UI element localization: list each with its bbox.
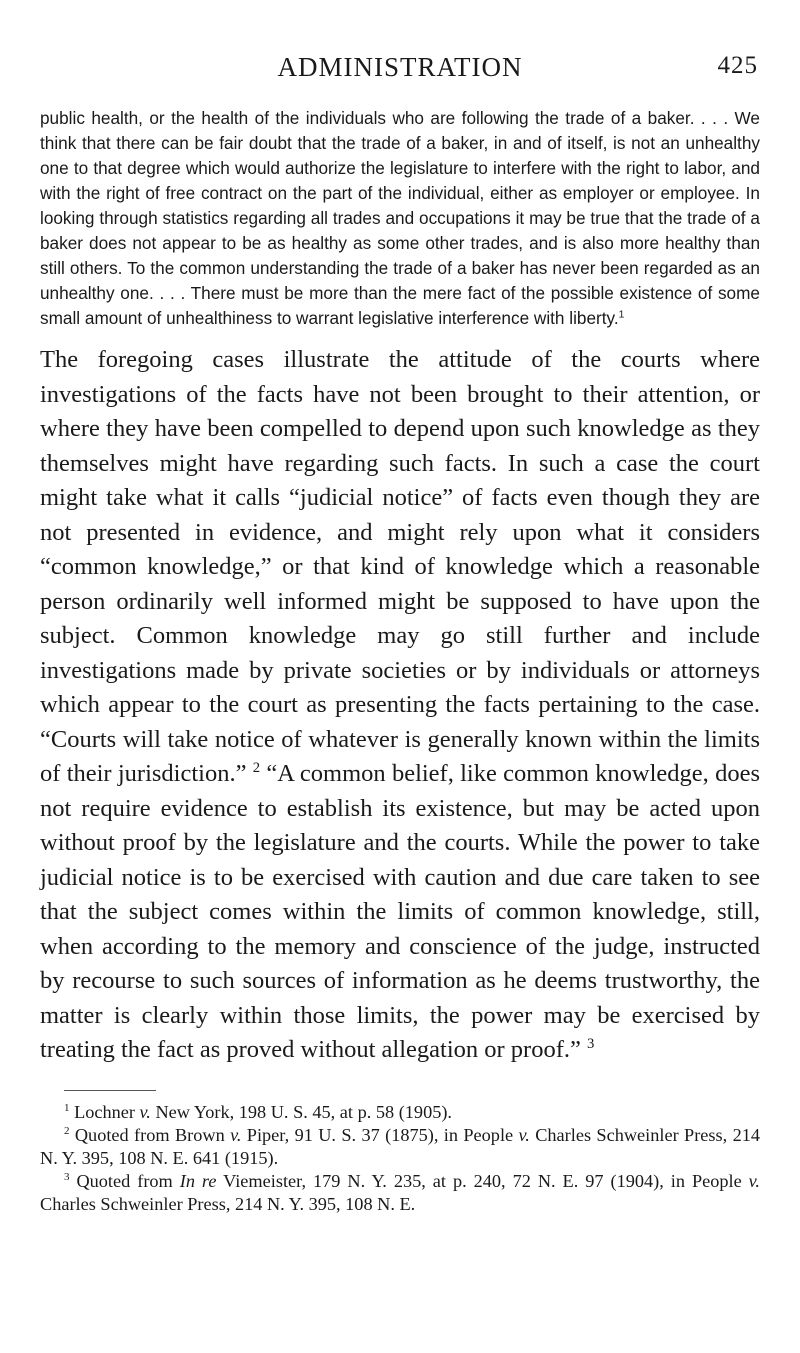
block-quote-text: public health, or the health of the individuals who are following the trade of a baker. . . . We think that there can be fair doubt that the trade of a baker, in and of itself, is not an unhealthy one to that degree which would authorize the legislature to interfere with the right to labor, and with the right of free contract on the part of the individual, either as employer or employee. In looking through statistics regarding all trades and occupations it may be true that the trade of a baker does not appear to be as healthy as some other trades, and is also more healthy than still others. To the common understanding the trade of a baker has never been regarded as an unhealthy one. . . . There must be more than the mere fact of the possible existence of some small amount of unhealthiness to warrant legislative interference with liberty. xyxy=(40,108,760,328)
footnote-divider xyxy=(64,1090,156,1091)
footnote-text: Piper, 91 U. S. 37 (1875), in People xyxy=(241,1124,519,1145)
footnotes xyxy=(40,1101,760,1216)
running-head xyxy=(40,52,760,92)
footnote-3 xyxy=(40,1170,760,1216)
footnote-text-italic: v. xyxy=(748,1170,760,1191)
footnote-text: Charles Schweinler Press, 214 N. Y. 395, 108 N. E. 641 (1915). xyxy=(40,1124,760,1168)
footnote-ref-3: 3 xyxy=(586,1035,595,1052)
footnote-2 xyxy=(40,1124,760,1170)
body-text-part-2: “A common belief, like common knowledge, does not require evidence to establish its existence, but may be acted upon without proof by the legislature and the courts. While the power to take judicial notice is to be exercised with caution and due care taken to see that the subject comes within the limits of common knowledge, still, when according to the memory and conscience of the judge, instructed by recourse to such sources of information as he deems trustworthy, the matter is clearly within those limits, the power may be exercised by treating the fact as proved without allegation or proof.” xyxy=(40,760,760,1063)
footnote-text: New York, 198 U. S. 45, at p. 58 (1905). xyxy=(150,1101,453,1122)
footnote-marker: 1 xyxy=(64,1101,70,1114)
footnote-marker: 3 xyxy=(64,1170,70,1183)
footnote-text: Quoted from Brown xyxy=(74,1124,231,1145)
footnote-ref-2: 2 xyxy=(252,759,261,776)
book-page xyxy=(40,0,760,1216)
footnote-text-italic: v. xyxy=(139,1101,151,1122)
block-quote xyxy=(40,106,760,331)
footnote-text-italic: In re xyxy=(179,1170,217,1191)
footnote-marker: 2 xyxy=(64,1124,70,1137)
footnote-text: Quoted from xyxy=(76,1170,180,1191)
footnote-text: Lochner xyxy=(74,1101,140,1122)
body-text-part-1: The foregoing cases illustrate the attitude of the courts where investigations of the facts have not been brought to their attention, or where they have been compelled to depend upon such knowledge as they themselves might have regarding such facts. In such a case the court might take what it calls “judicial notice” of facts even though they are not presented in evidence, and might rely upon what it considers “common knowledge,” or that kind of knowledge which a reasonable person ordinarily well informed might be supposed to have upon the subject. Common knowledge may go still further and include investigations made by private societies or by individuals or attorneys which appear to the court as presenting the facts pertaining to the case. “Courts will take notice of whatever is generally known within the limits of their jurisdiction.” xyxy=(40,346,760,787)
footnote-ref-1: 1 xyxy=(618,309,625,321)
footnote-text-italic: v. xyxy=(230,1124,242,1145)
running-head-title: ADMINISTRATION xyxy=(277,52,523,82)
footnote-text: Viemeister, 179 N. Y. 235, at p. 240, 72 N. E. 97 (1904), in People xyxy=(216,1170,749,1191)
footnote-1 xyxy=(40,1101,760,1124)
footnote-text: Charles Schweinler Press, 214 N. Y. 395, 108 N. E. xyxy=(40,1193,416,1214)
footnote-text-italic: v. xyxy=(518,1124,530,1145)
body-paragraph xyxy=(40,343,760,1068)
page-number: 425 xyxy=(717,52,758,79)
